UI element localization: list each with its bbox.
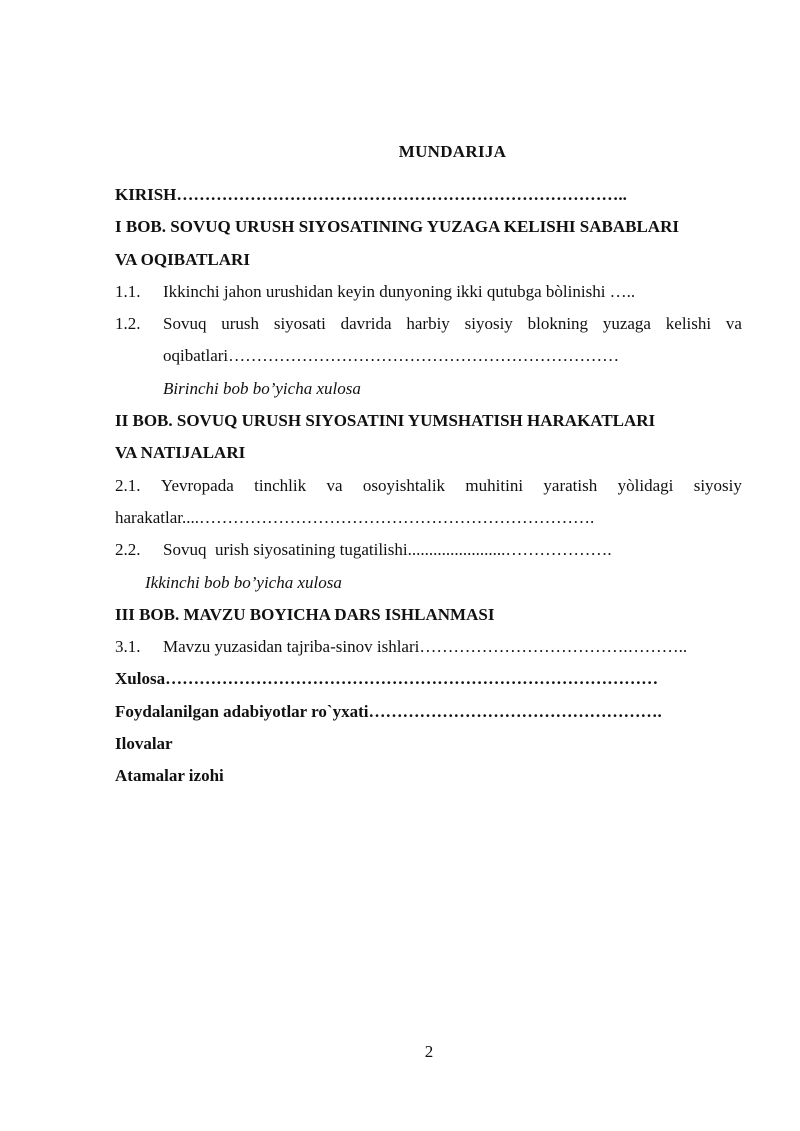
toc-entry-ilovalar: Ilovalar xyxy=(115,734,173,754)
toc-entry-number: 1.2. xyxy=(115,314,141,334)
word: yuzaga xyxy=(602,314,651,334)
toc-entry-text: Ikkinchi jahon urushidan keyin dunyoning ikki qutubga bòlinishi ….. xyxy=(163,281,636,301)
word: Sovuq xyxy=(163,314,207,334)
toc-chapter-1-heading-cont: VA OQIBATLARI xyxy=(115,249,250,269)
word: tinchlik xyxy=(254,475,307,495)
word: harbiy xyxy=(406,314,450,334)
word: urush xyxy=(221,314,260,334)
toc-entry-text: Sovuq urish siyosatining tugatilishi.......................………………. xyxy=(163,540,612,560)
toc-chapter-1-summary: Birinchi bob bo’yicha xulosa xyxy=(163,378,361,398)
toc-entry-number: 3.1. xyxy=(115,637,141,657)
word: siyosati xyxy=(273,314,326,334)
word: yòlidagi xyxy=(617,475,674,495)
word: siyosiy xyxy=(464,314,513,334)
word: osoyishtalik xyxy=(362,475,446,495)
toc-entry-2-1-cont: harakatlar....……………………………………………………………. xyxy=(115,507,595,527)
toc-entry-text xyxy=(163,308,742,340)
word: muhitini xyxy=(465,475,524,495)
toc-entry-number: 2.2. xyxy=(115,540,141,560)
toc-entry-3-1 xyxy=(115,631,742,663)
toc-chapter-3-heading: III BOB. MAVZU BOYICHA DARS ISHLANMASI xyxy=(115,604,495,624)
toc-chapter-2-summary: Ikkinchi bob bo’yicha xulosa xyxy=(145,572,342,592)
word: va xyxy=(725,314,742,334)
word: blokning xyxy=(527,314,589,334)
toc-entry-1-2-cont: oqibatlari…………………………………………………………… xyxy=(163,346,620,366)
toc-entry-kirish: KIRISH…………………………………………………………………….. xyxy=(115,185,627,204)
toc-entry-number: 1.1. xyxy=(115,281,141,301)
word: kelishi xyxy=(665,314,712,334)
toc-chapter-2-heading: II BOB. SOVUQ URUSH SIYOSATINI YUMSHATISH HARAKATLARI xyxy=(115,411,656,431)
word: siyosiy xyxy=(693,475,742,495)
toc-chapter-2-heading-cont: VA NATIJALARI xyxy=(115,443,246,463)
toc-entry-number: 2.1. xyxy=(115,475,141,495)
toc-entry-xulosa: Xulosa…………………………………………………………………………… xyxy=(115,669,659,689)
toc-entry-2-2 xyxy=(115,534,742,566)
word: davrida xyxy=(340,314,392,334)
toc-entry-text: Mavzu yuzasidan tajriba-sinov ishlari……………………………….……….. xyxy=(163,637,688,657)
word: yaratish xyxy=(543,475,598,495)
toc-entry-1-2 xyxy=(115,308,742,340)
word: va xyxy=(326,475,343,495)
toc-entry-1-1 xyxy=(115,276,742,308)
toc-entry-adabiyotlar: Foydalanilgan adabiyotlar ro`yxati……………………………………………. xyxy=(115,701,662,721)
toc-title: MUNDARIJA xyxy=(398,142,507,161)
table-of-contents xyxy=(115,179,742,793)
toc-entry-2-1 xyxy=(115,470,742,502)
toc-entry-atamalar: Atamalar izohi xyxy=(115,766,224,786)
word: Yevropada xyxy=(160,475,234,495)
page-number: 2 xyxy=(424,1042,434,1061)
toc-chapter-1-heading: I BOB. SOVUQ URUSH SIYOSATINING YUZAGA KELISHI SABABLARI xyxy=(115,217,679,237)
